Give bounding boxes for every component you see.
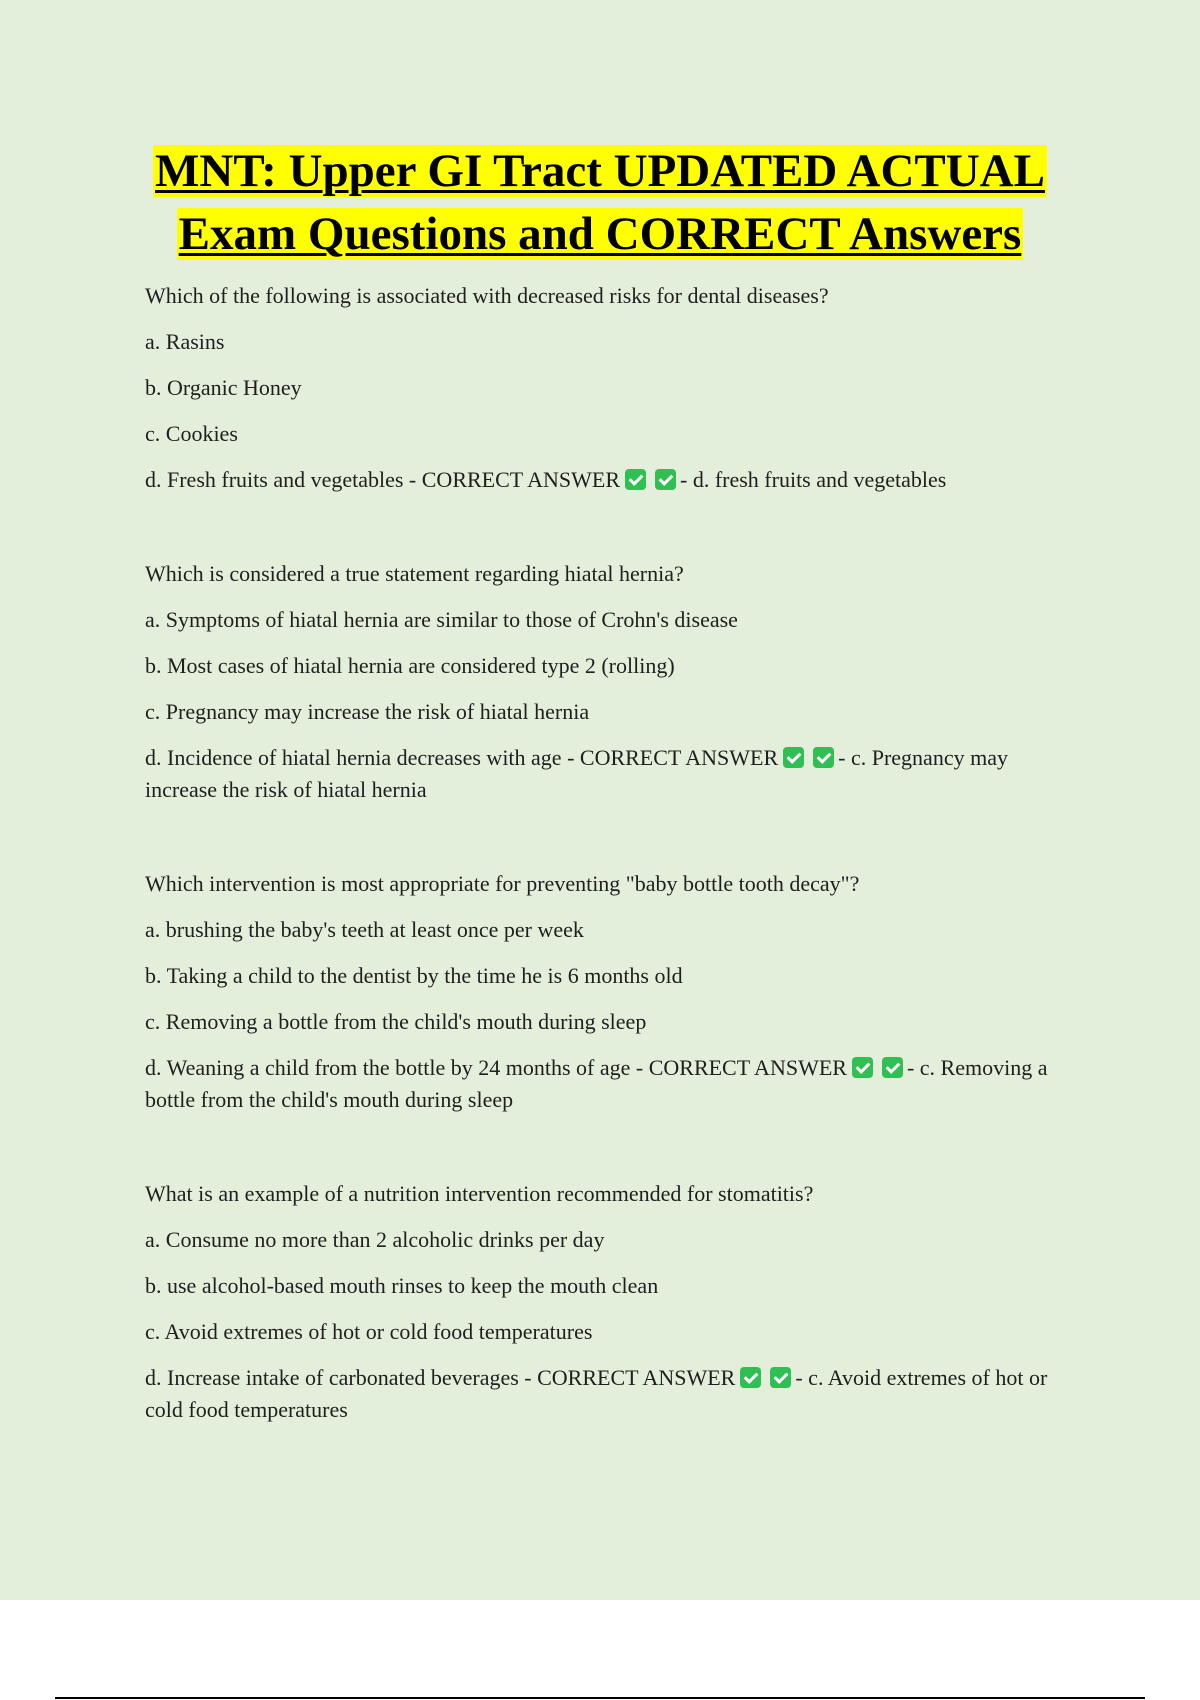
answer-option: a. Consume no more than 2 alcoholic drinks per day (145, 1227, 605, 1252)
check-mark-icon (882, 1057, 903, 1078)
answer-line (145, 1052, 1085, 1116)
answer-option: a. Rasins (145, 329, 225, 354)
answer-option: c. Cookies (145, 421, 238, 446)
answer-option: b. Taking a child to the dentist by the time he is 6 months old (145, 963, 683, 988)
answer-line (145, 1362, 1085, 1426)
question-block (145, 868, 1085, 1116)
answer-option: d. Fresh fruits and vegetables - CORRECT ANSWER (145, 467, 620, 492)
answer-option: b. use alcohol-based mouth rinses to keep the mouth clean (145, 1273, 659, 1298)
answer-option: c. Pregnancy may increase the risk of hiatal hernia (145, 699, 590, 724)
answer-option: c. Removing a bottle from the child's mouth during sleep (145, 1009, 647, 1034)
check-mark-icon (813, 747, 834, 768)
check-mark-icon (655, 469, 676, 490)
answer-option: d. Weaning a child from the bottle by 24 months of age - CORRECT ANSWER (145, 1055, 847, 1080)
answer-option: c. Avoid extremes of hot or cold food temperatures (145, 1319, 593, 1344)
answer-line (145, 742, 1085, 806)
answer-option: b. Organic Honey (145, 375, 302, 400)
correct-answer-text: - c. Avoid extremes of hot or cold food temperatures (145, 1365, 1048, 1422)
check-mark-icon (770, 1367, 791, 1388)
question-text: Which is considered a true statement regarding hiatal hernia? (145, 561, 684, 586)
answer-option: d. Incidence of hiatal hernia decreases with age - CORRECT ANSWER (145, 745, 779, 770)
title-line-2: Exam Questions and CORRECT Answers (178, 208, 1022, 260)
answer-option: a. brushing the baby's teeth at least once per week (145, 917, 584, 942)
correct-answer-text: - c. Pregnancy may increase the risk of hiatal hernia (145, 745, 1008, 802)
check-mark-icon (783, 747, 804, 768)
answer-option: a. Symptoms of hiatal hernia are similar to those of Crohn's disease (145, 607, 738, 632)
question-block (145, 1178, 1085, 1426)
correct-answer-text: - d. fresh fruits and vegetables (680, 467, 947, 492)
check-mark-icon (625, 469, 646, 490)
document-title (0, 140, 1200, 266)
check-mark-icon (740, 1367, 761, 1388)
question-text: Which intervention is most appropriate for preventing "baby bottle tooth decay"? (145, 871, 860, 896)
page-divider (55, 1697, 1145, 1699)
question-block (145, 558, 1085, 806)
answer-option: b. Most cases of hiatal hernia are considered type 2 (rolling) (145, 653, 675, 678)
question-block (145, 280, 1085, 496)
question-text: Which of the following is associated with decreased risks for dental diseases? (145, 283, 829, 308)
title-line-1: MNT: Upper GI Tract UPDATED ACTUAL (155, 145, 1045, 197)
check-mark-icon (852, 1057, 873, 1078)
answer-option: d. Increase intake of carbonated beverages - CORRECT ANSWER (145, 1365, 736, 1390)
question-text: What is an example of a nutrition intervention recommended for stomatitis? (145, 1181, 814, 1206)
correct-answer-text: - c. Removing a bottle from the child's mouth during sleep (145, 1055, 1048, 1112)
question-list (145, 280, 1085, 1488)
answer-line (145, 464, 1085, 496)
